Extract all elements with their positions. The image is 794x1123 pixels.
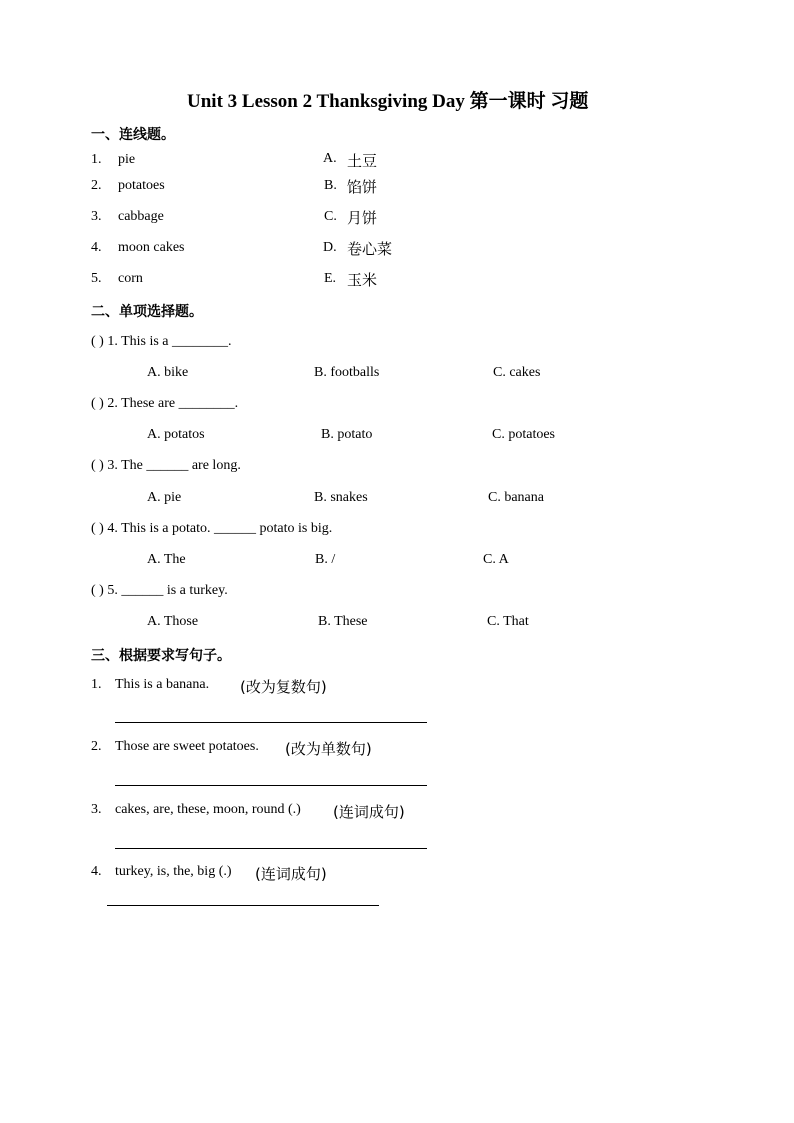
- option-letter: E.: [324, 271, 337, 286]
- item-instruction: (改为单数句): [285, 740, 372, 758]
- choice-a: A. The: [147, 552, 186, 567]
- item-word: moon cakes: [118, 240, 185, 255]
- section2-heading: 二、单项选择题。: [91, 304, 203, 320]
- choice-b: B. footballs: [314, 365, 380, 380]
- item-instruction: (改为复数句): [240, 678, 327, 696]
- choice-a: A. pie: [147, 490, 182, 505]
- answer-line[interactable]: [115, 722, 427, 723]
- option-text: 玉米: [347, 271, 378, 289]
- choice-b: B. potato: [321, 427, 373, 442]
- section3-heading: 三、根据要求写句子。: [91, 648, 231, 664]
- choice-b: B. snakes: [314, 490, 368, 505]
- item-number: 1.: [91, 152, 102, 167]
- item-number: 4.: [91, 240, 102, 255]
- item-number: 2.: [91, 739, 102, 754]
- item-sentence: Those are sweet potatoes.: [115, 739, 259, 754]
- item-instruction: (连词成句): [333, 803, 405, 821]
- question-stem: ( ) 4. This is a potato. ______ potato is big.: [91, 521, 333, 536]
- item-sentence: This is a banana.: [115, 677, 210, 692]
- question-stem: ( ) 2. These are ________.: [91, 396, 239, 411]
- item-number: 2.: [91, 178, 102, 193]
- choice-b: B. /: [315, 552, 336, 567]
- item-number: 1.: [91, 677, 102, 692]
- item-instruction: (连词成句): [255, 865, 327, 883]
- option-letter: A.: [323, 151, 337, 166]
- option-text: 土豆: [347, 152, 378, 170]
- item-word: pie: [118, 152, 136, 167]
- item-word: corn: [118, 271, 143, 286]
- answer-line[interactable]: [107, 905, 379, 906]
- choice-c: C. cakes: [493, 365, 541, 380]
- choice-c: C. potatoes: [492, 427, 555, 442]
- item-number: 3.: [91, 209, 102, 224]
- choice-c: C. That: [487, 614, 529, 629]
- item-sentence: turkey, is, the, big (.): [115, 864, 232, 879]
- section1-heading: 一、连线题。: [91, 127, 175, 143]
- choice-a: A. potatos: [147, 427, 205, 442]
- page-title: Unit 3 Lesson 2 Thanksgiving Day 第一课时 习题: [187, 91, 589, 112]
- item-number: 5.: [91, 271, 102, 286]
- option-text: 月饼: [347, 209, 378, 227]
- choice-c: C. banana: [488, 490, 544, 505]
- item-number: 4.: [91, 864, 102, 879]
- question-stem: ( ) 1. This is a ________.: [91, 334, 232, 349]
- option-letter: C.: [324, 209, 337, 224]
- option-text: 卷心菜: [347, 240, 393, 258]
- option-text: 馅饼: [347, 178, 378, 196]
- option-letter: B.: [324, 178, 337, 193]
- item-sentence: cakes, are, these, moon, round (.): [115, 802, 301, 817]
- item-word: potatoes: [118, 178, 165, 193]
- choice-a: A. Those: [147, 614, 199, 629]
- option-letter: D.: [323, 240, 337, 255]
- question-stem: ( ) 3. The ______ are long.: [91, 458, 241, 473]
- item-word: cabbage: [118, 209, 164, 224]
- choice-a: A. bike: [147, 365, 189, 380]
- question-stem: ( ) 5. ______ is a turkey.: [91, 583, 228, 598]
- choice-c: C. A: [483, 552, 509, 567]
- answer-line[interactable]: [115, 848, 427, 849]
- answer-line[interactable]: [115, 785, 427, 786]
- choice-b: B. These: [318, 614, 368, 629]
- item-number: 3.: [91, 802, 102, 817]
